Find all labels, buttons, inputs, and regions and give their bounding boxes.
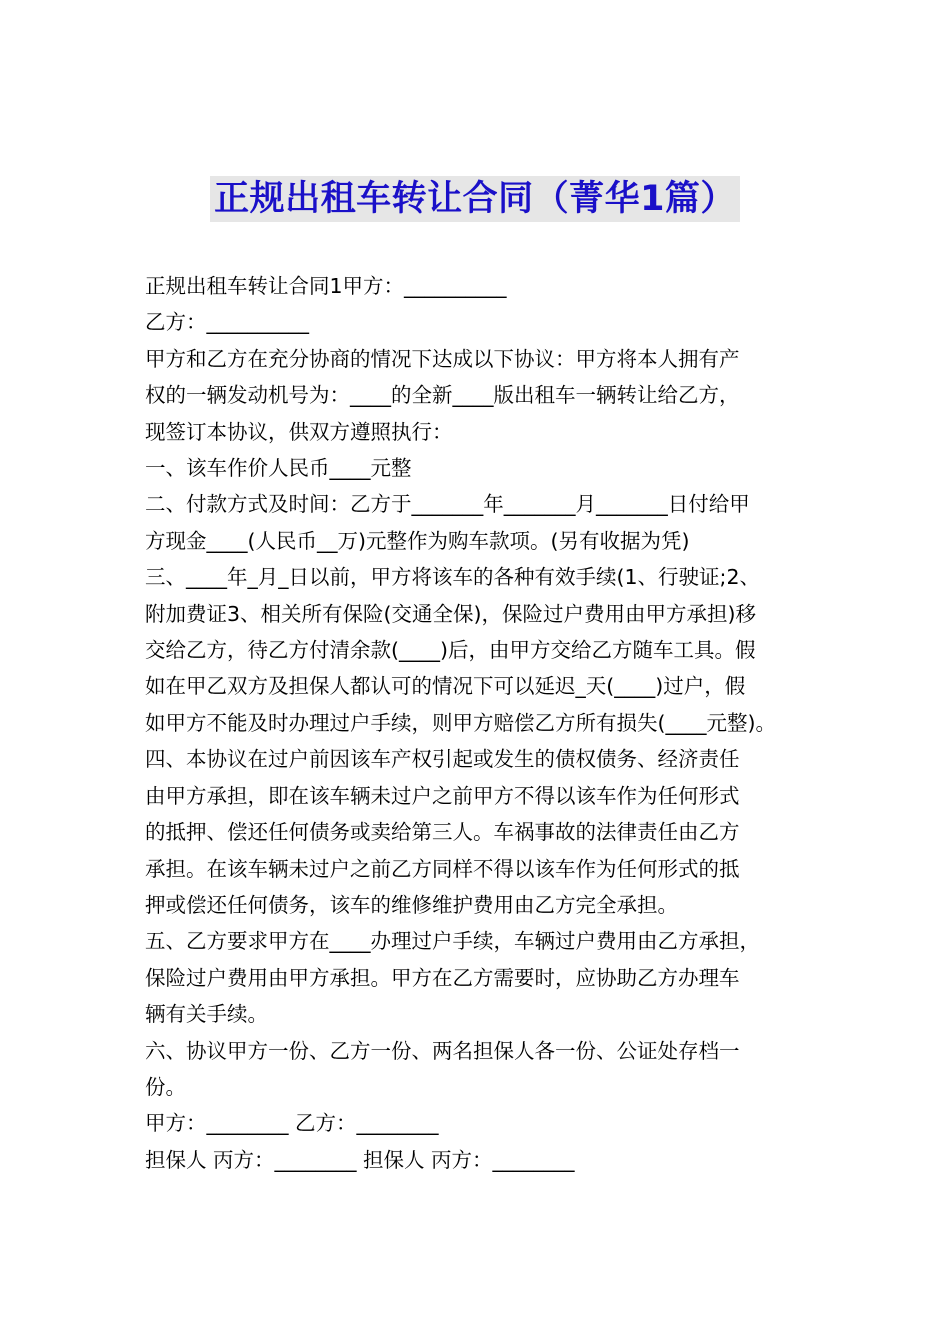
body-line: 保险过户费用由甲方承担。甲方在乙方需要时，应协助乙方办理车	[145, 965, 740, 990]
body-line: 辆有关手续。	[145, 1002, 268, 1027]
body-line: 份。	[145, 1074, 186, 1099]
body-line: 现签订本协议，供双方遵照执行：	[145, 419, 453, 444]
body-line: 甲方和乙方在充分协商的情况下达成以下协议：甲方将本人拥有产	[145, 346, 740, 371]
document-body	[145, 268, 817, 1178]
signature-line-parties: 甲方：________ 乙方：________	[145, 1111, 439, 1136]
body-line: 乙方：__________	[145, 310, 309, 335]
body-line: 由甲方承担，即在该车辆未过户之前甲方不得以该车作为任何形式	[145, 783, 740, 808]
body-line: 押或偿还任何债务，该车的维修维护费用由乙方完全承担。	[145, 892, 678, 917]
body-line: 附加费证3、相关所有保险(交通全保)，保险过户费用由甲方承担)移	[145, 601, 757, 626]
body-line: 的抵押、偿还任何债务或卖给第三人。车祸事故的法律责任由乙方	[145, 820, 740, 845]
body-line: 如甲方不能及时办理过户手续，则甲方赔偿乙方所有损失(____元整)。	[145, 710, 776, 735]
title-container	[0, 176, 950, 222]
body-line: 承担。在该车辆未过户之前乙方同样不得以该车作为任何形式的抵	[145, 856, 740, 881]
body-line: 一、该车作价人民币____元整	[145, 456, 412, 481]
body-line: 六、协议甲方一份、乙方一份、两名担保人各一份、公证处存档一	[145, 1038, 740, 1063]
signature-line-guarantors: 担保人 丙方：________ 担保人 丙方：________	[145, 1147, 575, 1172]
body-line: 二、付款方式及时间：乙方于_______年_______月_______日付给甲	[145, 492, 750, 517]
body-line: 三、____年_月_日以前，甲方将该车的各种有效手续(1、行驶证;2、	[145, 565, 760, 590]
body-line: 如在甲乙双方及担保人都认可的情况下可以延迟_天(____)过户，假	[145, 674, 746, 699]
body-line: 正规出租车转让合同1甲方：__________	[145, 274, 507, 298]
body-line: 权的一辆发动机号为：____的全新____版出租车一辆转让给乙方，	[145, 383, 740, 408]
body-line: 方现金____(人民币__万)元整作为购车款项。(另有收据为凭)	[145, 528, 690, 553]
document-title: 正规出租车转让合同（菁华1篇）	[210, 176, 740, 222]
body-line: 四、本协议在过户前因该车产权引起或发生的债权债务、经济责任	[145, 747, 740, 772]
body-line: 五、乙方要求甲方在____办理过户手续，车辆过户费用由乙方承担，	[145, 929, 760, 954]
body-line: 交给乙方，待乙方付清余款(____)后，由甲方交给乙方随车工具。假	[145, 638, 756, 663]
